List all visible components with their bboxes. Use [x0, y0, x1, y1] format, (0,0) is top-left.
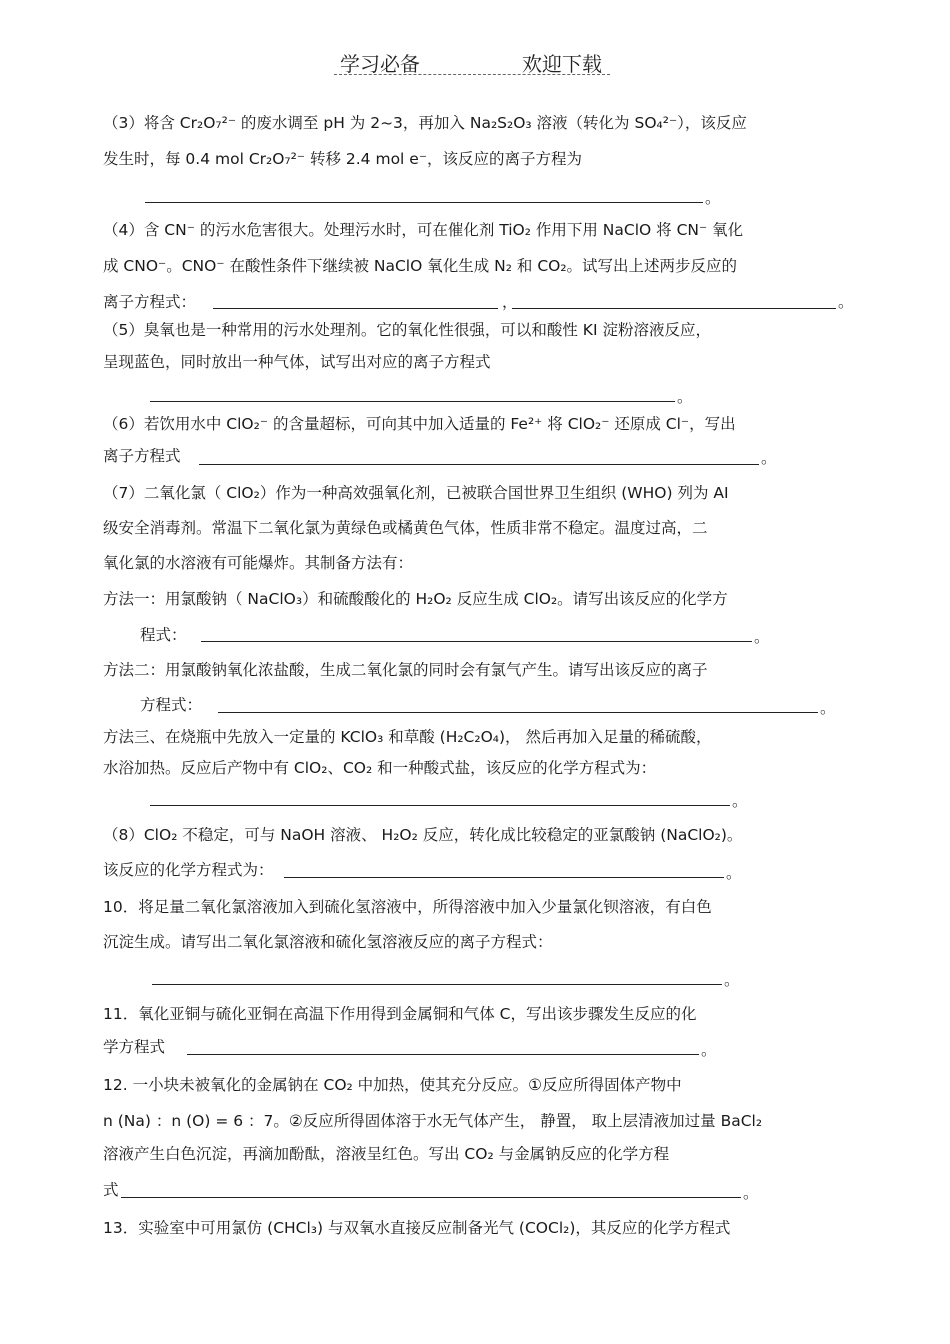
q3-line-1: （3）将含 Cr₂O₇²⁻ 的废水调至 pH 为 2~3，再加入 Na₂S₂O₃ 溶液（转化为 SO₄²⁻），该反应	[103, 114, 747, 132]
q5-line-1: （5）臭氧也是一种常用的污水处理剂。它的氧化性很强，可以和酸性 KI 淀粉溶液反应，	[103, 321, 711, 339]
q7-line-3: 氧化氯的水溶液有可能爆炸。其制备方法有：	[103, 554, 414, 572]
q5-period: 。	[677, 388, 693, 406]
q10-line-2: 沉淀生成。请写出二氧化氯溶液和硫化氢溶液反应的离子方程式：	[103, 933, 553, 951]
q7-method2-line-1: 方法二：用氯酸钠氧化浓盐酸，生成二氧化氯的同时会有氯气产生。请写出该反应的离子	[103, 661, 708, 679]
q3-answer-blank[interactable]	[145, 202, 703, 203]
q12-line-3: 溶液产生白色沉淀，再滴加酚酞，溶液呈红色。写出 CO₂ 与金属钠反应的化学方程	[103, 1145, 670, 1163]
q11-period: 。	[701, 1041, 717, 1059]
page-header	[0, 48, 950, 78]
q4-line-2: 成 CNO⁻。CNO⁻ 在酸性条件下继续被 NaClO 氧化生成 N₂ 和 CO₂。试写出上述两步反应的	[103, 257, 738, 275]
q7-line-1: （7）二氧化氯（ ClO₂）作为一种高效强氧化剂，已被联合国世界卫生组织 (WHO) 列为 AI	[103, 484, 729, 502]
header-divider	[334, 74, 610, 75]
q7-method1-answer-blank[interactable]	[201, 641, 752, 642]
q7-method3-line-1: 方法三、在烧瓶中先放入一定量的 KClO₃ 和草酸 (H₂C₂O₄)， 然后再加入足量的稀硫酸，	[103, 728, 712, 746]
q4-answer-blank-1[interactable]	[213, 308, 498, 309]
q10-answer-blank[interactable]	[152, 984, 722, 985]
q3-line-2: 发生时，每 0.4 mol Cr₂O₇²⁻ 转移 2.4 mol e⁻，该反应的离子方程为	[103, 150, 583, 168]
q4-period: 。	[838, 293, 854, 311]
q8-line-2: 该反应的化学方程式为：	[103, 861, 274, 879]
q8-answer-blank[interactable]	[284, 877, 724, 878]
q12-line-1: 12. 一小块未被氧化的金属钠在 CO₂ 中加热，使其充分反应。①反应所得固体产物中	[103, 1076, 682, 1094]
q7-method2-answer-blank[interactable]	[218, 712, 818, 713]
q5-line-2: 呈现蓝色，同时放出一种气体，试写出对应的离子方程式	[103, 353, 491, 371]
q4-line-3: 离子方程式：	[103, 293, 197, 311]
q6-line-1: （6）若饮用水中 ClO₂⁻ 的含量超标，可向其中加入适量的 Fe²⁺ 将 ClO₂⁻ 还原成 Cl⁻，写出	[103, 415, 736, 433]
q5-answer-blank[interactable]	[150, 401, 675, 402]
q6-period: 。	[761, 449, 777, 467]
q11-line-2: 学方程式	[103, 1038, 166, 1056]
q11-answer-blank[interactable]	[187, 1054, 699, 1055]
q7-method2-period: 。	[820, 699, 836, 717]
q4-answer-blank-2[interactable]	[512, 308, 836, 309]
q12-answer-blank[interactable]	[121, 1197, 741, 1198]
header-left-text: 学习必备	[340, 52, 420, 76]
q4-line-1: （4）含 CN⁻ 的污水危害很大。处理污水时，可在催化剂 TiO₂ 作用下用 NaClO 将 CN⁻ 氧化	[103, 221, 744, 239]
q8-line-1: （8）ClO₂ 不稳定，可与 NaOH 溶液、 H₂O₂ 反应，转化成比较稳定的亚氯酸钠 (NaClO₂)。	[103, 826, 743, 844]
q7-method1-period: 。	[754, 628, 770, 646]
q10-period: 。	[724, 971, 740, 989]
q6-answer-blank[interactable]	[199, 464, 759, 465]
q7-method3-answer-blank[interactable]	[150, 805, 730, 806]
q7-method1-line-2: 程式：	[140, 626, 187, 644]
q7-method3-line-2: 水浴加热。反应后产物中有 ClO₂、CO₂ 和一种酸式盐，该反应的化学方程式为：	[103, 759, 657, 777]
q7-method1-line-1: 方法一：用氯酸钠（ NaClO₃）和硫酸酸化的 H₂O₂ 反应生成 ClO₂。请写出该反应的化学方	[103, 590, 728, 608]
q7-method2-line-2: 方程式：	[140, 696, 203, 714]
q7-method3-period: 。	[732, 792, 748, 810]
q7-line-2: 级安全消毒剂。常温下二氧化氯为黄绿色或橘黄色气体，性质非常不稳定。温度过高，二	[103, 519, 708, 537]
q13-line-1: 13．实验室中可用氯仿 (CHCl₃) 与双氧水直接反应制备光气 (COCl₂)，其反应的化学方程式	[103, 1219, 731, 1237]
q12-line-2: n (Na) ：n (O) = 6 ：7。②反应所得固体溶于水无气体产生， 静置， 取上层清液加过量 BaCl₂	[103, 1112, 763, 1130]
q10-line-1: 10．将足量二氧化氯溶液加入到硫化氢溶液中，所得溶液中加入少量氯化钡溶液，有白色	[103, 898, 712, 916]
q12-period: 。	[743, 1184, 759, 1202]
q8-period: 。	[726, 864, 742, 882]
q3-period: 。	[705, 189, 721, 207]
q12-line-4: 式	[103, 1181, 119, 1199]
q11-line-1: 11．氧化亚铜与硫化亚铜在高温下作用得到金属铜和气体 C，写出该步骤发生反应的化	[103, 1005, 697, 1023]
q4-comma: ，	[502, 293, 518, 311]
header-right-text: 欢迎下载	[522, 52, 602, 76]
q6-line-2: 离子方程式	[103, 447, 181, 465]
